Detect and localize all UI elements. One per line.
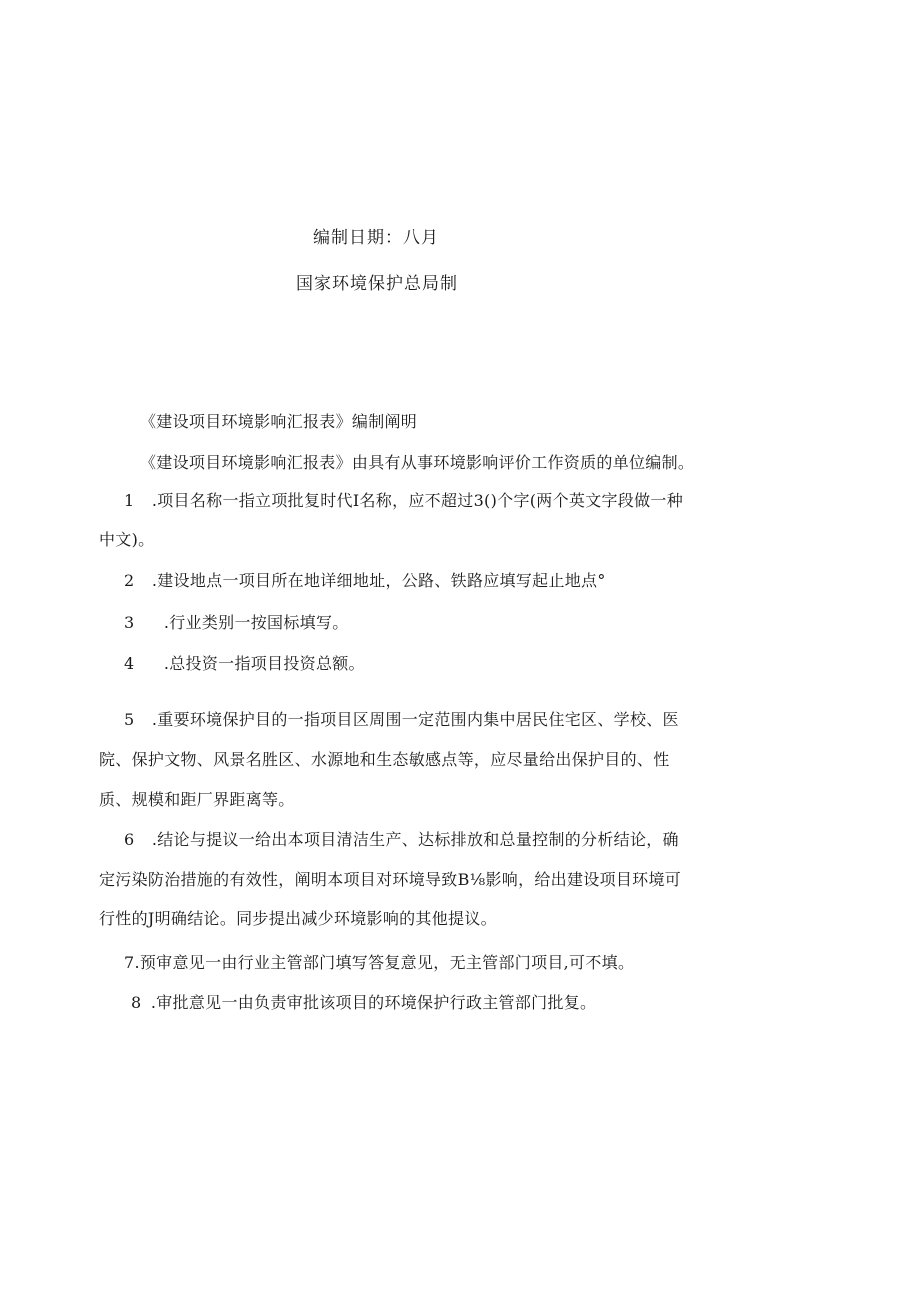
- item-text: .重要环境保护目的一指项目区周围一定范围内集中居民住宅区、学校、医: [151, 710, 679, 729]
- item-number: 5: [124, 710, 135, 729]
- item-number: 4: [124, 654, 135, 673]
- item-number: 7: [124, 953, 135, 972]
- list-item: [131, 993, 596, 1013]
- item-text: .审批意见一由负责审批该项目的环境保护行政主管部门批复。: [150, 993, 597, 1012]
- item-text-continued: 院、保护文物、风景名胜区、水源地和生态敏感点等，应尽量给出保护目的、性: [99, 750, 670, 769]
- item-text: .建设地点一项目所在地详细地址，公路、铁路应填写起止地点°: [151, 571, 606, 590]
- item-text-continued: 质、规模和距厂界距离等。: [99, 790, 295, 809]
- instructions-heading: 《建设项目环境影响汇报表》编制阐明: [140, 412, 418, 431]
- list-item: [124, 654, 365, 674]
- list-item: [124, 830, 679, 850]
- item-text-continued: 定污染防治措施的有效性，阐明本项目对环境导致B⅛影响，给出建设项目环境可: [99, 870, 682, 889]
- item-number: 1: [124, 491, 135, 510]
- list-item: [124, 491, 683, 511]
- item-text: .行业类别一按国标填写。: [163, 613, 349, 632]
- item-text: .预审意见一由行业主管部门填写答复意见，无主管部门项目,可不填。: [134, 953, 635, 972]
- item-number: 2: [124, 571, 135, 590]
- item-text: .结论与提议一给出本项目清洁生产、达标排放和总量控制的分析结论，确: [151, 830, 679, 849]
- issuer: 国家环境保护总局制: [296, 274, 458, 294]
- item-text: .总投资一指项目投资总额。: [163, 654, 365, 673]
- item-text-continued: 行性的J明确结论。同步提出减少环境影响的其他提议。: [99, 909, 497, 928]
- compile-date: 编制日期：八月: [313, 228, 439, 248]
- list-item: [124, 571, 606, 591]
- item-text-continued: 中文)。: [99, 530, 155, 549]
- item-text: .项目名称一指立项批复时代I名称，应不超过3()个字(两个英文字段做一种: [151, 491, 683, 510]
- list-item: [124, 710, 679, 730]
- list-item: [124, 613, 349, 633]
- item-number: 6: [124, 830, 135, 849]
- instructions-intro: 《建设项目环境影响汇报表》由具有从事环境影响评价工作资质的单位编制。: [140, 453, 695, 472]
- item-number: 3: [124, 613, 135, 632]
- item-number: 8: [131, 993, 142, 1012]
- list-item: [124, 953, 634, 973]
